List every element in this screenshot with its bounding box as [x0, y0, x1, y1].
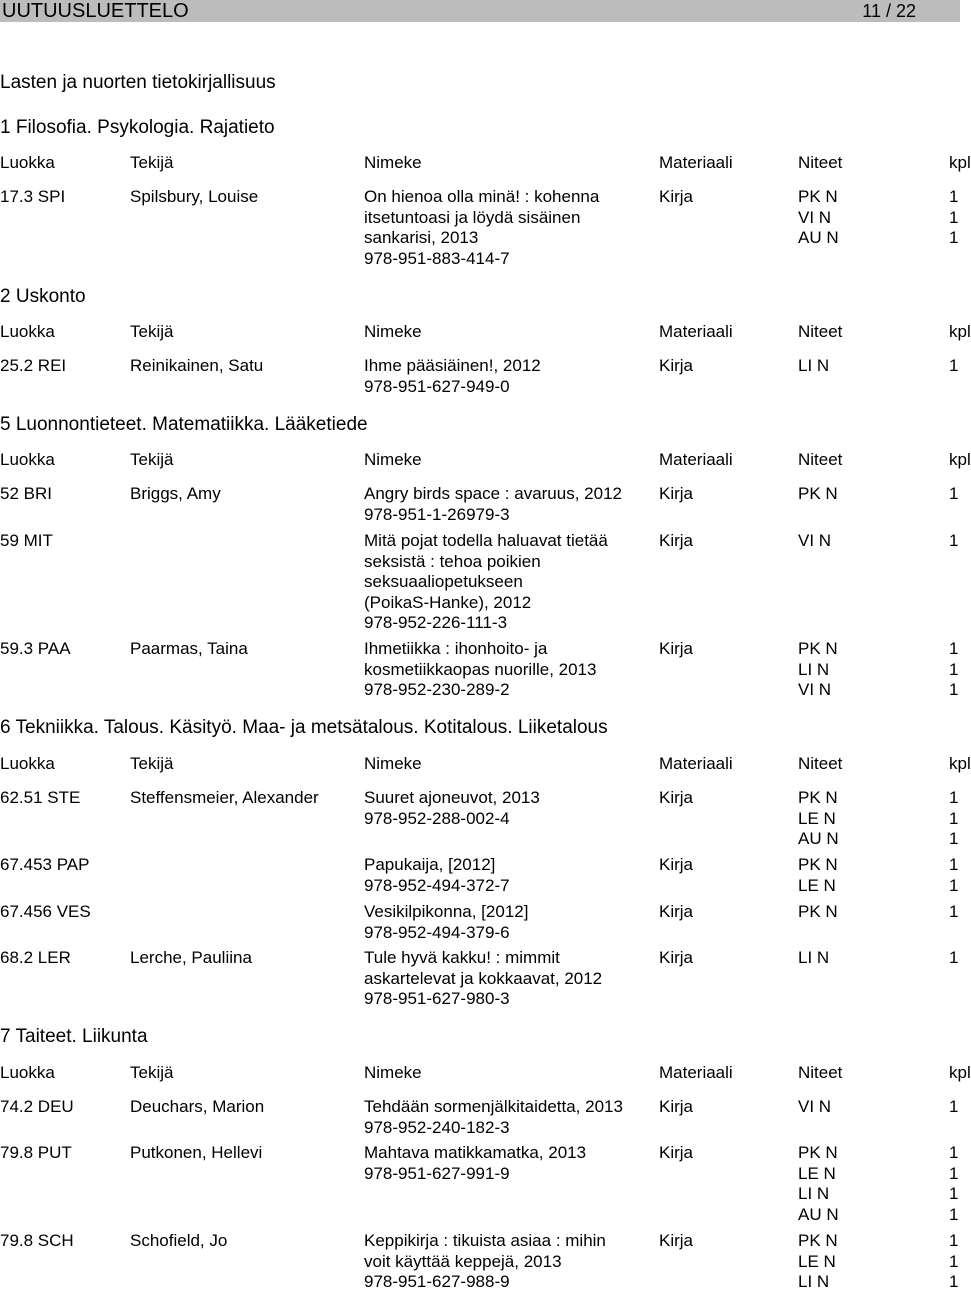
- entry-luokka: 59 MIT: [0, 531, 53, 550]
- column-header-niteet: Niteet: [798, 322, 843, 341]
- isbn: 978-951-883-414-7: [364, 248, 510, 268]
- nimeke-line: Mitä pojat todella haluavat tietää: [364, 531, 608, 550]
- column-header-materiaali: Materiaali: [659, 754, 733, 773]
- entry-kpl: [949, 902, 958, 923]
- nimeke-line: voit käyttää keppejä, 2013: [364, 1251, 562, 1271]
- kpl-line: 1: [949, 788, 959, 807]
- entry-tekija: Steffensmeier, Alexander: [130, 788, 319, 807]
- entry-kpl: [949, 187, 958, 249]
- entry-materiaali: Kirja: [659, 484, 694, 503]
- column-header-kpl: kpl: [949, 754, 971, 773]
- niteet-line: VI N: [798, 531, 832, 550]
- nimeke-line: Papukaija, [2012]: [364, 855, 496, 874]
- entry-nimeke: [364, 187, 599, 269]
- column-header-row: [0, 754, 971, 776]
- entry-luokka: 67.456 VES: [0, 902, 91, 921]
- kpl-line: 1: [949, 1272, 959, 1291]
- entry-materiaali: Kirja: [659, 855, 694, 874]
- entry-niteet: [798, 1143, 839, 1225]
- entry-nimeke: [364, 855, 510, 896]
- niteet-line: AU N: [798, 228, 839, 247]
- nimeke-line: seksuaaliopetukseen: [364, 572, 523, 591]
- kpl-line: 1: [949, 875, 959, 895]
- column-header-row: [0, 1063, 971, 1085]
- niteet-line: LE N: [798, 808, 836, 828]
- entry-niteet: [798, 531, 831, 552]
- nimeke-line: (PoikaS-Hanke), 2012: [364, 592, 532, 612]
- entry-kpl: [949, 356, 958, 377]
- niteet-line: LI N: [798, 1272, 830, 1291]
- column-header-luokka: Luokka: [0, 1063, 55, 1082]
- nimeke-line: On hienoa olla minä! : kohenna: [364, 187, 600, 206]
- column-header-luokka: Luokka: [0, 153, 55, 172]
- kpl-line: 1: [949, 1231, 959, 1250]
- kpl-line: 1: [949, 639, 959, 658]
- entry-niteet: [798, 855, 838, 896]
- niteet-line: LI N: [798, 356, 830, 375]
- entry-tekija: Deuchars, Marion: [130, 1097, 265, 1116]
- entry-nimeke: [364, 948, 602, 1010]
- isbn: 978-951-627-988-9: [364, 1272, 510, 1291]
- entry-tekija: Spilsbury, Louise: [130, 187, 259, 206]
- entry-luokka: 79.8 PUT: [0, 1143, 72, 1162]
- entry-nimeke: [364, 1143, 586, 1184]
- category-title: Lasten ja nuorten tietokirjallisuus: [0, 72, 276, 93]
- entry-nimeke: [364, 788, 540, 829]
- section-title: 7 Taiteet. Liikunta: [0, 1026, 148, 1047]
- page-number: 11 / 22: [862, 1, 916, 21]
- niteet-line: VI N: [798, 207, 832, 227]
- section-title: 5 Luonnontieteet. Matematiikka. Lääketiede: [0, 414, 368, 435]
- entry-niteet: [798, 902, 838, 923]
- isbn: 978-951-627-980-3: [364, 989, 510, 1008]
- entry-luokka: 79.8 SCH: [0, 1231, 74, 1250]
- entry-luokka: 68.2 LER: [0, 948, 71, 967]
- column-header-materiaali: Materiaali: [659, 1063, 733, 1082]
- nimeke-line: Tule hyvä kakku! : mimmit: [364, 948, 560, 967]
- niteet-line: LE N: [798, 1251, 836, 1271]
- isbn: 978-952-288-002-4: [364, 808, 510, 828]
- entry-kpl: [949, 855, 958, 896]
- entry-niteet: [798, 1097, 831, 1118]
- nimeke-line: askartelevat ja kokkaavat, 2012: [364, 968, 603, 988]
- column-header-nimeke: Nimeke: [364, 754, 422, 773]
- entry-luokka: 59.3 PAA: [0, 639, 71, 658]
- column-header-nimeke: Nimeke: [364, 1063, 422, 1082]
- kpl-line: 1: [949, 902, 959, 921]
- isbn: 978-952-226-111-3: [364, 613, 508, 632]
- isbn: 978-952-494-379-6: [364, 922, 510, 942]
- kpl-line: 1: [949, 1184, 959, 1203]
- section-title: 2 Uskonto: [0, 286, 86, 307]
- nimeke-line: itsetuntoasi ja löydä sisäinen: [364, 207, 581, 227]
- niteet-line: PK N: [798, 1231, 838, 1250]
- entry-niteet: [798, 948, 829, 969]
- nimeke-line: seksistä : tehoa poikien: [364, 551, 541, 571]
- column-header-tekija: Tekijä: [130, 322, 174, 341]
- column-header-luokka: Luokka: [0, 450, 55, 469]
- isbn: 978-951-627-991-9: [364, 1163, 510, 1183]
- kpl-line: 1: [949, 808, 959, 828]
- page-header: [0, 0, 960, 22]
- column-header-kpl: kpl: [949, 322, 971, 341]
- niteet-line: PK N: [798, 639, 838, 658]
- kpl-line: 1: [949, 829, 959, 848]
- column-header-kpl: kpl: [949, 450, 971, 469]
- entry-nimeke: [364, 1097, 623, 1138]
- entry-luokka: 62.51 STE: [0, 788, 81, 807]
- column-header-kpl: kpl: [949, 1063, 971, 1082]
- niteet-line: VI N: [798, 680, 832, 699]
- isbn: 978-952-240-182-3: [364, 1117, 510, 1137]
- kpl-line: 1: [949, 680, 959, 699]
- column-header-niteet: Niteet: [798, 754, 843, 773]
- niteet-line: LI N: [798, 1184, 830, 1203]
- niteet-line: VI N: [798, 1097, 832, 1116]
- entry-tekija: Briggs, Amy: [130, 484, 221, 503]
- column-header-kpl: kpl: [949, 153, 971, 172]
- entry-tekija: Putkonen, Hellevi: [130, 1143, 263, 1162]
- niteet-line: PK N: [798, 855, 838, 874]
- kpl-line: 1: [949, 531, 959, 550]
- niteet-line: PK N: [798, 902, 838, 921]
- niteet-line: AU N: [798, 1204, 839, 1224]
- entry-tekija: Lerche, Pauliina: [130, 948, 252, 967]
- nimeke-line: Keppikirja : tikuista asiaa : mihin: [364, 1231, 606, 1250]
- entry-nimeke: [364, 902, 528, 943]
- nimeke-line: sankarisi, 2013: [364, 228, 479, 247]
- entry-kpl: [949, 639, 958, 701]
- column-header-tekija: Tekijä: [130, 1063, 174, 1082]
- entry-tekija: Schofield, Jo: [130, 1231, 228, 1250]
- column-header-materiaali: Materiaali: [659, 322, 733, 341]
- column-header-row: [0, 153, 971, 175]
- entry-niteet: [798, 639, 838, 701]
- niteet-line: AU N: [798, 829, 839, 848]
- column-header-materiaali: Materiaali: [659, 153, 733, 172]
- entry-luokka: 67.453 PAP: [0, 855, 90, 874]
- kpl-line: 1: [949, 1163, 959, 1183]
- niteet-line: LE N: [798, 1163, 836, 1183]
- entry-materiaali: Kirja: [659, 902, 694, 921]
- column-header-niteet: Niteet: [798, 153, 843, 172]
- kpl-line: 1: [949, 187, 959, 206]
- niteet-line: PK N: [798, 1143, 838, 1162]
- section-title: 1 Filosofia. Psykologia. Rajatieto: [0, 117, 275, 138]
- entry-materiaali: Kirja: [659, 1231, 694, 1250]
- entry-nimeke: [364, 484, 622, 525]
- entry-nimeke: [364, 1231, 606, 1293]
- kpl-line: 1: [949, 1143, 959, 1162]
- entry-kpl: [949, 484, 958, 505]
- kpl-line: 1: [949, 1097, 959, 1116]
- section-title: 6 Tekniikka. Talous. Käsityö. Maa- ja metsätalous. Kotitalous. Liiketalous: [0, 717, 608, 738]
- column-header-niteet: Niteet: [798, 450, 843, 469]
- entry-kpl: [949, 788, 958, 850]
- kpl-line: 1: [949, 228, 959, 247]
- entry-materiaali: Kirja: [659, 356, 694, 375]
- niteet-line: PK N: [798, 484, 838, 503]
- kpl-line: 1: [949, 659, 959, 679]
- niteet-line: LE N: [798, 875, 836, 895]
- column-header-luokka: Luokka: [0, 754, 55, 773]
- entry-materiaali: Kirja: [659, 1097, 694, 1116]
- entry-nimeke: [364, 639, 596, 701]
- nimeke-line: Ihmetiikka : ihonhoito- ja: [364, 639, 548, 658]
- entry-kpl: [949, 1231, 958, 1293]
- column-header-nimeke: Nimeke: [364, 450, 422, 469]
- column-header-nimeke: Nimeke: [364, 322, 422, 341]
- entry-kpl: [949, 948, 958, 969]
- kpl-line: 1: [949, 948, 959, 967]
- nimeke-line: Tehdään sormenjälkitaidetta, 2013: [364, 1097, 623, 1116]
- isbn: 978-951-627-949-0: [364, 376, 510, 396]
- entry-tekija: Reinikainen, Satu: [130, 356, 264, 375]
- nimeke-line: kosmetiikkaopas nuorille, 2013: [364, 659, 597, 679]
- niteet-line: LI N: [798, 948, 830, 967]
- entry-luokka: 52 BRI: [0, 484, 52, 503]
- isbn: 978-952-230-289-2: [364, 680, 510, 699]
- kpl-line: 1: [949, 1204, 959, 1224]
- nimeke-line: Ihme pääsiäinen!, 2012: [364, 356, 541, 375]
- isbn: 978-951-1-26979-3: [364, 504, 510, 524]
- kpl-line: 1: [949, 1251, 959, 1271]
- entry-materiaali: Kirja: [659, 639, 694, 658]
- entry-kpl: [949, 1097, 958, 1118]
- entry-nimeke: [364, 531, 608, 634]
- nimeke-line: Angry birds space : avaruus, 2012: [364, 484, 622, 503]
- niteet-line: PK N: [798, 788, 838, 807]
- entry-tekija: Paarmas, Taina: [130, 639, 248, 658]
- kpl-line: 1: [949, 484, 959, 503]
- niteet-line: LI N: [798, 659, 830, 679]
- entry-kpl: [949, 531, 958, 552]
- column-header-nimeke: Nimeke: [364, 153, 422, 172]
- entry-niteet: [798, 187, 839, 249]
- entry-materiaali: Kirja: [659, 948, 694, 967]
- niteet-line: PK N: [798, 187, 838, 206]
- entry-materiaali: Kirja: [659, 788, 694, 807]
- kpl-line: 1: [949, 356, 959, 375]
- entry-materiaali: Kirja: [659, 531, 694, 550]
- entry-niteet: [798, 788, 839, 850]
- nimeke-line: Mahtava matikkamatka, 2013: [364, 1143, 587, 1162]
- column-header-tekija: Tekijä: [130, 153, 174, 172]
- nimeke-line: Suuret ajoneuvot, 2013: [364, 788, 540, 807]
- nimeke-line: Vesikilpikonna, [2012]: [364, 902, 529, 921]
- entry-niteet: [798, 1231, 838, 1293]
- entry-luokka: 17.3 SPI: [0, 187, 66, 206]
- column-header-materiaali: Materiaali: [659, 450, 733, 469]
- entry-niteet: [798, 484, 838, 505]
- kpl-line: 1: [949, 207, 959, 227]
- isbn: 978-952-494-372-7: [364, 875, 510, 895]
- entry-luokka: 74.2 DEU: [0, 1097, 74, 1116]
- column-header-luokka: Luokka: [0, 322, 55, 341]
- entry-kpl: [949, 1143, 958, 1225]
- column-header-tekija: Tekijä: [130, 450, 174, 469]
- entry-luokka: 25.2 REI: [0, 356, 67, 375]
- column-header-row: [0, 450, 971, 472]
- kpl-line: 1: [949, 855, 959, 874]
- document-title: UUTUUSLUETTELO: [2, 0, 189, 22]
- entry-niteet: [798, 356, 829, 377]
- column-header-row: [0, 322, 971, 344]
- entry-materiaali: Kirja: [659, 187, 694, 206]
- entry-nimeke: [364, 356, 541, 397]
- entry-materiaali: Kirja: [659, 1143, 694, 1162]
- column-header-tekija: Tekijä: [130, 754, 174, 773]
- column-header-niteet: Niteet: [798, 1063, 843, 1082]
